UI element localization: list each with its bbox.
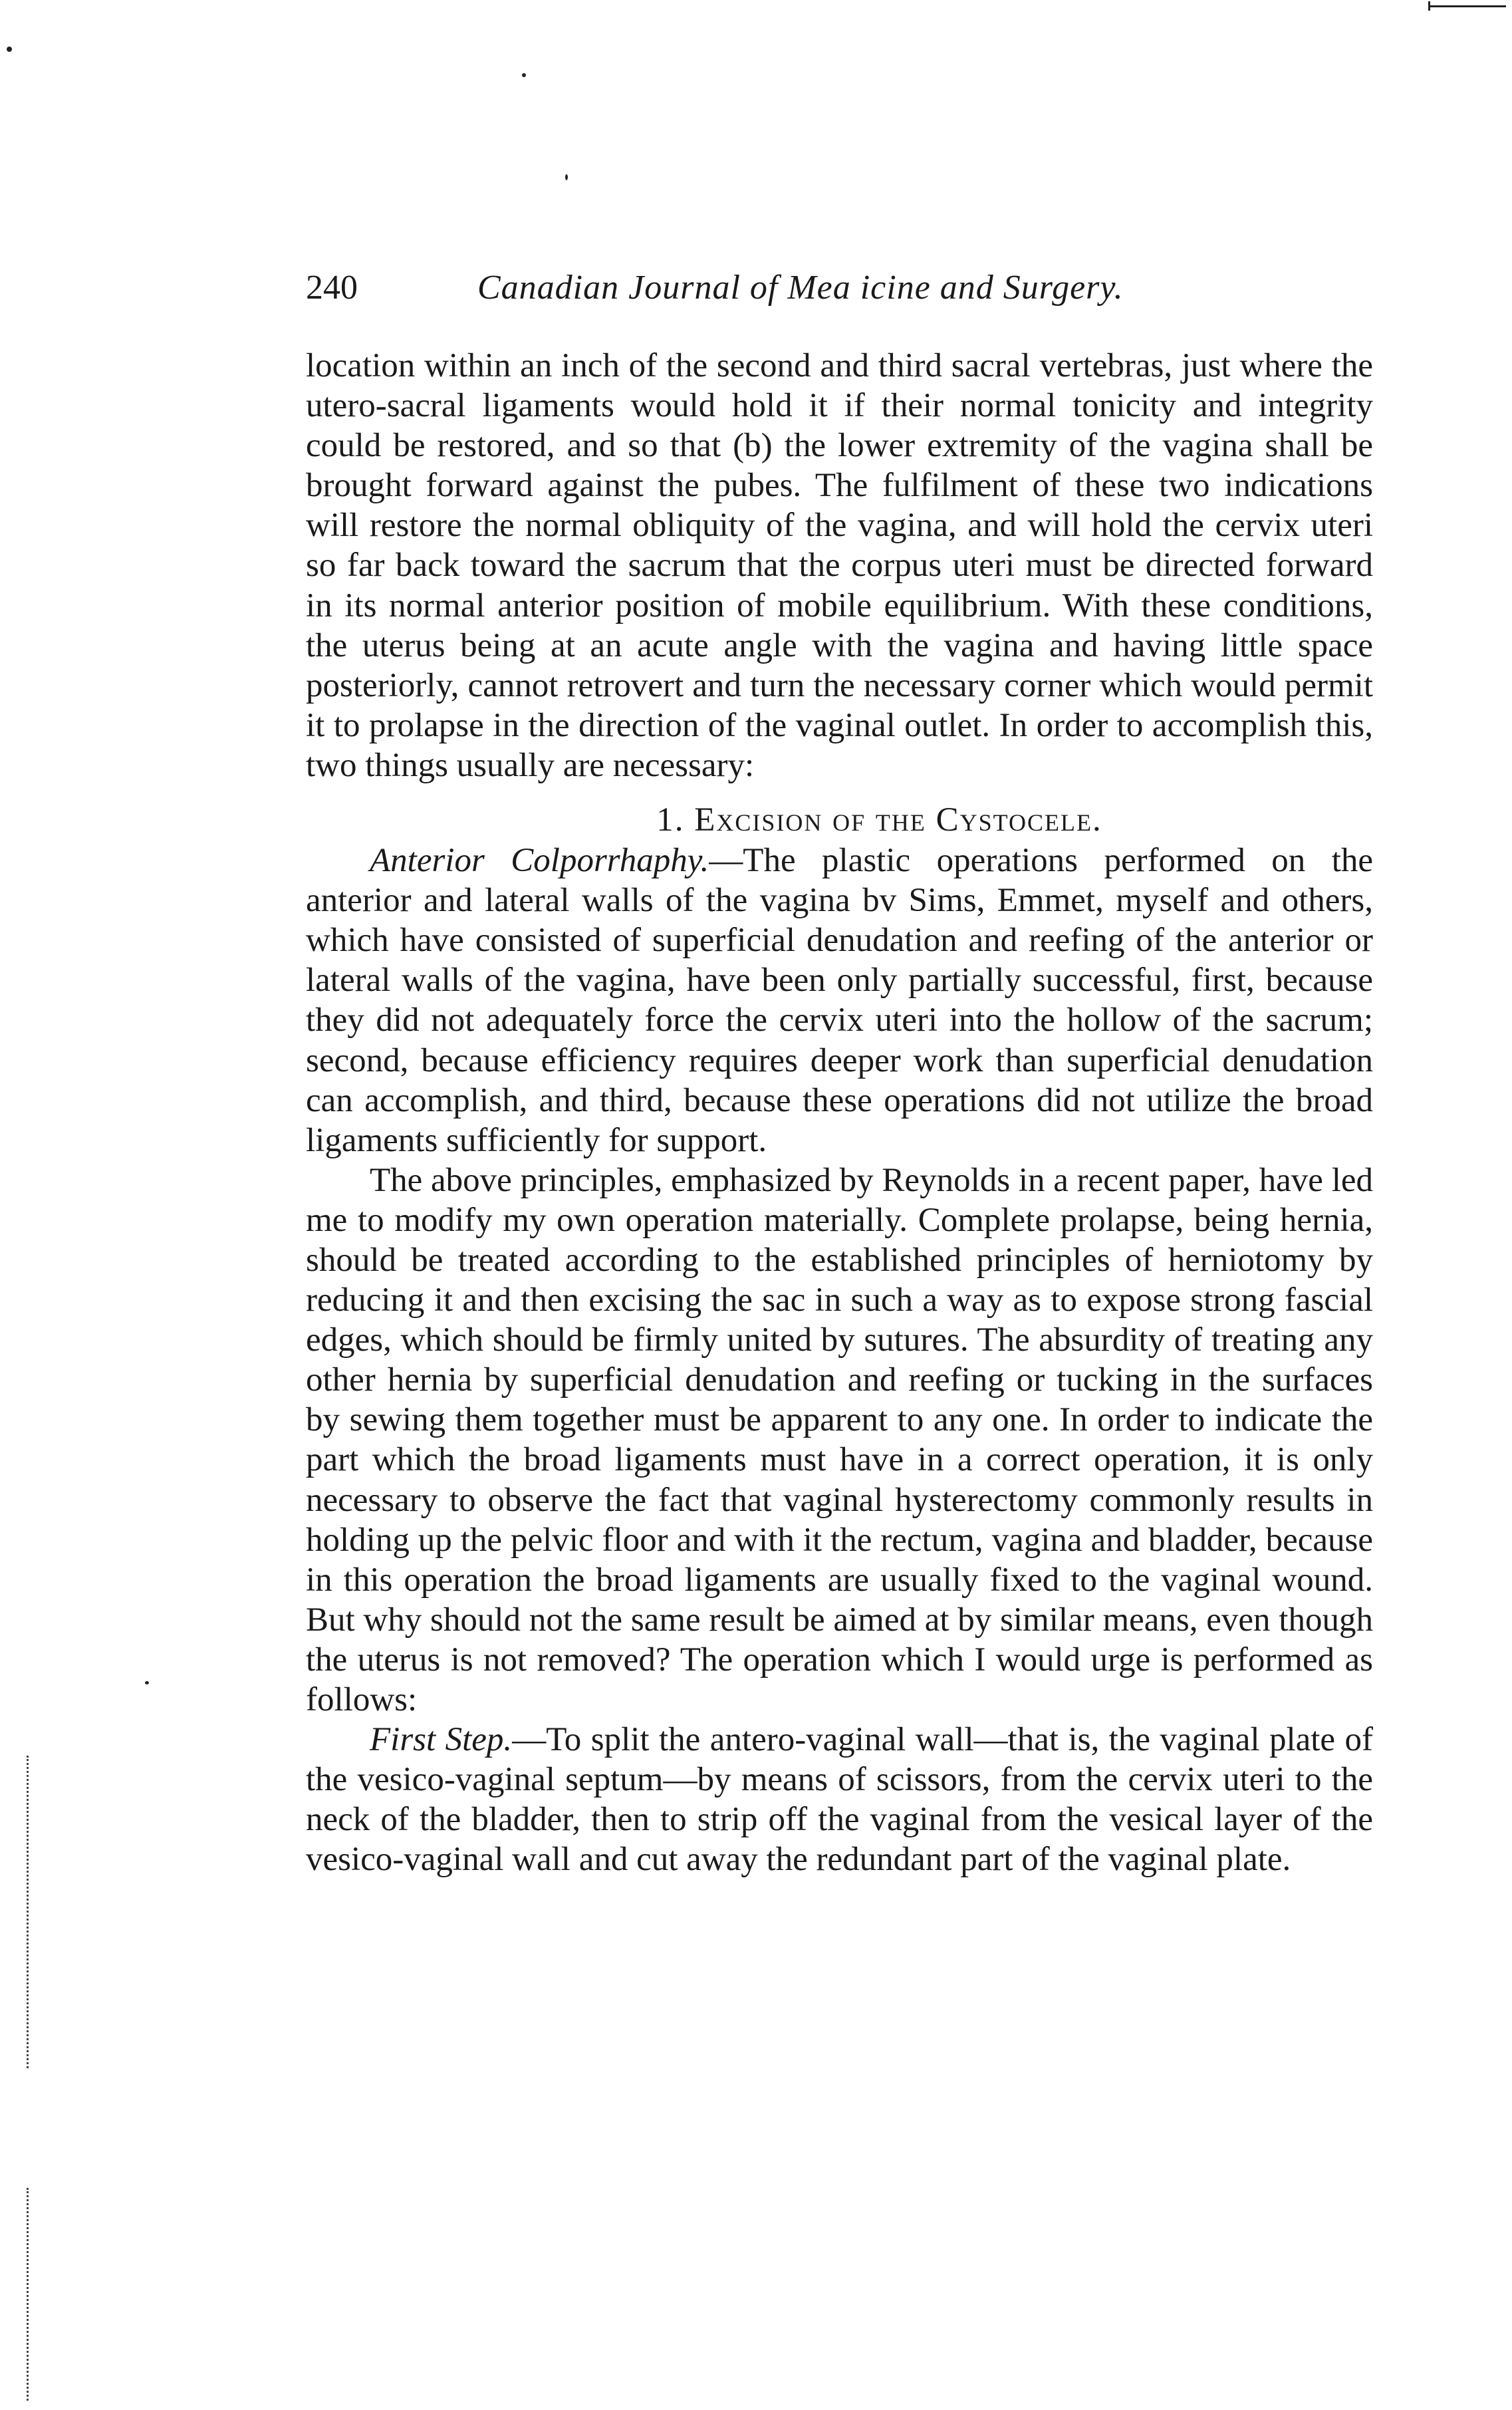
corner-rule-mark — [1430, 5, 1506, 7]
scan-speck — [7, 47, 12, 52]
section-heading: 1. Excision of the Cystocele. — [656, 801, 1102, 839]
running-title: Canadian Journal of Mea icine and Surgery. — [477, 269, 1124, 307]
scan-speck — [565, 174, 568, 180]
paragraph-text: —To split the antero-vaginal wall—that is, the vaginal plate of the vesico-vaginal septum—by means of scissors, from the cervix uteri to the neck of the bladder, then to strip off the vaginal from the vesical layer of the vesico-vaginal wall and cut away the redundant part of the vaginal plate. — [306, 1721, 1373, 1879]
lead-in-title: Anterior Colporrhaphy. — [370, 842, 709, 880]
paragraph: location within an inch of the second and third sacral vertebras, just where the utero-sacral ligaments would hold it if their normal tonicity and integrity could be restored, and so that (b) the lower extremity of the vagina shall be brought forward against the pubes. The fulfilment of these two indications will restore the normal obliquity of the vagina, and will hold the cervix uteri so far back toward the sacrum that the corpus uteri must be directed forward in its normal anterior position of mobile equilibrium. With these conditions, the uterus being at an acute angle with the vagina and having little space posteriorly, cannot retrovert and turn the necessary corner which would permit it to prolapse in the direction of the vaginal outlet. In order to accomplish this, two things usually are necessary: — [306, 347, 1373, 784]
body-text — [306, 346, 1373, 1879]
paragraph-text: —The plastic operations performed on the anterior and lateral walls of the vagina bv Sims, Emmet, myself and others, which have consisted of superficial denudation and reefing of the anterior or lateral walls of the vagina, have been only partially successful, first, because they did not adequately force the cervix uteri into the hollow of the sacrum; second, because efficiency requires deeper work than superficial denudation can accomplish, and third, because these operations did not utilize the broad ligaments sufficiently for support. — [306, 842, 1374, 1159]
corner-tick-mark — [1428, 1, 1430, 11]
paragraph — [306, 841, 1373, 1160]
margin-scan-dots — [27, 1756, 31, 2068]
paragraph: The above principles, emphasized by Reynolds in a recent paper, have led me to modify my own operation materially. Complete prolapse, being hernia, should be treated according to the established principles of herniotomy by reducing it and then excising the sac in such a way as to expose strong fascial edges, which should be firmly united by sutures. The absurdity of treating any other hernia by superficial denudation and reefing or tucking in the surfaces by sewing them together must be apparent to any one. In order to indicate the part which the broad ligaments must have in a correct operation, it is only necessary to observe the fact that vaginal hysterectomy commonly results in holding up the pelvic floor and with it the rectum, vagina and bladder, because in this operation the broad ligaments are usually fixed to the vaginal wound. But why should not the same result be aimed at by similar means, even though the uterus is not removed? The operation which I would urge is performed as follows: — [306, 1161, 1373, 1718]
scan-speck — [145, 1681, 149, 1684]
lead-in-title: First Step. — [370, 1721, 513, 1759]
margin-scan-dots — [27, 2188, 31, 2401]
paragraph — [306, 1720, 1373, 1879]
scan-speck — [522, 73, 526, 77]
page-number: 240 — [306, 269, 358, 307]
running-header — [306, 265, 1220, 311]
